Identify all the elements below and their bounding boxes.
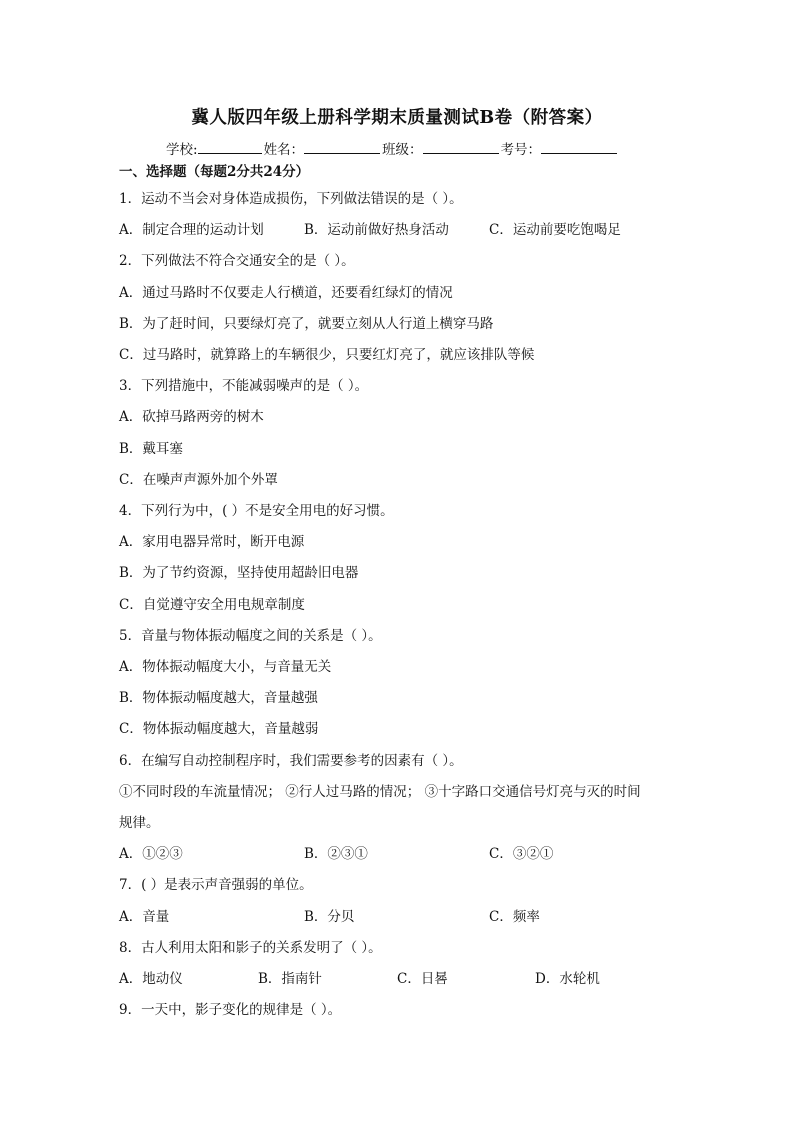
- class-blank: [423, 140, 499, 154]
- question-4-option-c: C．自觉遵守安全用电规章制度: [119, 597, 305, 613]
- question-6-factors: ①不同时段的车流量情况； ②行人过马路的情况； ③十字路口交通信号灯亮与灭的时间: [119, 784, 641, 800]
- page-title: 冀人版四年级上册科学期末质量测试B卷（附答案）: [191, 108, 603, 128]
- question-3-option-a: A．砍掉马路两旁的树木: [119, 409, 264, 425]
- question-1-option-a: A．制定合理的运动计划: [119, 222, 264, 238]
- question-7-option-b: B．分贝: [304, 909, 355, 925]
- question-1-stem: 1．运动不当会对身体造成损伤，下列做法错误的是（ ）。: [119, 191, 463, 207]
- question-9-stem: 9．一天中，影子变化的规律是（ ）。: [119, 1002, 342, 1018]
- question-6-factors-cont: 规律。: [119, 815, 160, 831]
- question-4-stem: 4．下列行为中，( ）不是安全用电的好习惯。: [119, 503, 394, 519]
- question-1-option-c: C．运动前要吃饱喝足: [489, 222, 621, 238]
- question-8-option-d: D．水轮机: [535, 971, 600, 987]
- question-7-stem: 7．( ）是表示声音强弱的单位。: [119, 877, 313, 893]
- question-8-stem: 8．古人利用太阳和影子的关系发明了（ ）。: [119, 940, 382, 956]
- number-blank: [541, 140, 617, 154]
- question-2-option-b: B．为了赶时间，只要绿灯亮了，就要立刻从人行道上横穿马路: [119, 316, 494, 332]
- section-heading: 一、选择题（每题2分共24分）: [119, 164, 310, 180]
- question-5-option-b: B．物体振动幅度越大，音量越强: [119, 690, 318, 706]
- question-6-stem: 6．在编写自动控制程序时，我们需要参考的因素有（ ）。: [119, 753, 463, 769]
- question-4-option-b: B．为了节约资源，坚持使用超龄旧电器: [119, 565, 359, 581]
- student-info-line: [166, 138, 619, 158]
- question-7-option-a: A．音量: [119, 909, 170, 925]
- question-5-stem: 5．音量与物体振动幅度之间的关系是（ ）。: [119, 628, 382, 644]
- school-label: 学校:: [166, 142, 198, 158]
- question-2-stem: 2．下列做法不符合交通安全的是（ ）。: [119, 253, 355, 269]
- question-8-option-b: B．指南针: [258, 971, 322, 987]
- question-5-option-a: A．物体振动幅度大小，与音量无关: [119, 659, 332, 675]
- question-2-option-c: C．过马路时，就算路上的车辆很少，只要红灯亮了，就应该排队等候: [119, 347, 535, 363]
- question-5-option-c: C．物体振动幅度越大，音量越弱: [119, 721, 319, 737]
- class-label: 班级：: [382, 142, 423, 158]
- name-label: 姓名：: [263, 142, 305, 158]
- question-3-option-b: B．戴耳塞: [119, 441, 183, 457]
- question-6-option-b: B．②③①: [304, 846, 368, 862]
- question-3-option-c: C．在噪声声源外加个外罩: [119, 472, 278, 488]
- school-blank: [198, 140, 262, 154]
- question-3-stem: 3．下列措施中，不能减弱噪声的是（ ）。: [119, 378, 369, 394]
- question-4-option-a: A．家用电器异常时，断开电源: [119, 534, 305, 550]
- question-8-option-a: A．地动仪: [119, 971, 183, 987]
- question-6-option-c: C．③②①: [489, 846, 554, 862]
- question-2-option-a: A．通过马路时不仅要走人行横道，还要看红绿灯的情况: [119, 285, 453, 301]
- name-blank: [304, 140, 380, 154]
- question-8-option-c: C．日晷: [397, 971, 448, 987]
- number-label: 考号：: [500, 142, 542, 158]
- question-7-option-c: C．频率: [489, 909, 540, 925]
- question-1-option-b: B．运动前做好热身活动: [304, 222, 449, 238]
- question-6-option-a: A．①②③: [119, 846, 183, 862]
